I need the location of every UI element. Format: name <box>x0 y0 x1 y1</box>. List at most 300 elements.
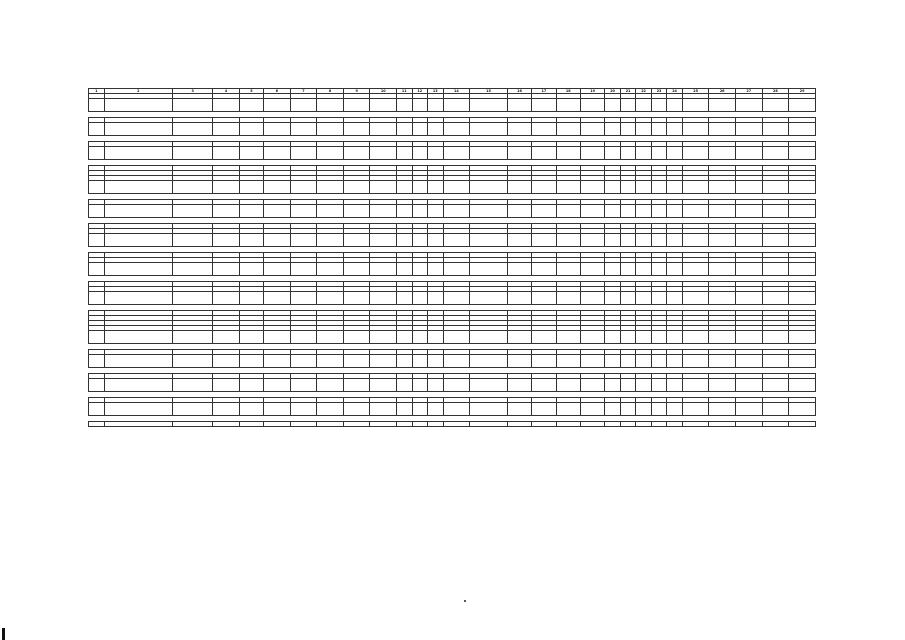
value-cell <box>317 355 344 368</box>
value-cell <box>370 292 397 305</box>
value-cell <box>343 355 370 368</box>
value-cell <box>89 263 105 276</box>
value-cell <box>682 123 709 136</box>
value-cell <box>264 331 291 344</box>
column-number: 10 <box>370 89 397 94</box>
value-cell <box>682 403 709 416</box>
value-cell <box>397 355 413 368</box>
value-cell <box>762 234 789 247</box>
municipal-total-row <box>89 147 816 160</box>
value-cell <box>317 292 344 305</box>
column-number: 28 <box>762 89 789 94</box>
value-cell <box>507 263 531 276</box>
value-cell <box>343 181 370 194</box>
value-cell <box>651 205 667 218</box>
value-cell <box>651 123 667 136</box>
column-number: 23 <box>651 89 667 94</box>
value-cell <box>636 99 652 112</box>
value-cell <box>317 379 344 392</box>
value-cell <box>532 205 556 218</box>
address-cell <box>104 99 173 112</box>
value-cell <box>89 422 105 427</box>
value-cell <box>173 422 213 427</box>
value-cell <box>239 147 263 160</box>
value-cell <box>343 205 370 218</box>
column-number: 24 <box>667 89 683 94</box>
value-cell <box>667 331 683 344</box>
value-cell <box>651 99 667 112</box>
address-cell <box>104 331 173 344</box>
value-cell <box>89 205 105 218</box>
value-cell <box>762 123 789 136</box>
value-cell <box>239 292 263 305</box>
value-cell <box>173 379 213 392</box>
value-cell <box>397 422 413 427</box>
value-cell <box>264 234 291 247</box>
value-cell <box>428 379 444 392</box>
value-cell <box>651 422 667 427</box>
value-cell <box>605 331 621 344</box>
value-cell <box>290 379 317 392</box>
value-cell <box>682 292 709 305</box>
registry-table-body <box>89 89 816 427</box>
value-cell <box>762 205 789 218</box>
value-cell <box>789 379 816 392</box>
value-cell <box>89 355 105 368</box>
value-cell <box>709 331 736 344</box>
value-cell <box>507 379 531 392</box>
value-cell <box>556 379 580 392</box>
value-cell <box>620 403 636 416</box>
value-cell <box>470 379 508 392</box>
value-cell <box>735 234 762 247</box>
value-cell <box>239 234 263 247</box>
value-cell <box>343 379 370 392</box>
column-number: 27 <box>735 89 762 94</box>
value-cell <box>709 147 736 160</box>
value-cell <box>397 263 413 276</box>
value-cell <box>636 331 652 344</box>
value-cell <box>290 263 317 276</box>
value-cell <box>428 123 444 136</box>
value-cell <box>620 123 636 136</box>
value-cell <box>605 355 621 368</box>
value-cell <box>89 234 105 247</box>
value-cell <box>709 234 736 247</box>
value-cell <box>667 263 683 276</box>
value-cell <box>239 403 263 416</box>
value-cell <box>470 99 508 112</box>
municipal-total-row <box>89 403 816 416</box>
value-cell <box>735 147 762 160</box>
column-number: 5 <box>239 89 263 94</box>
value-cell <box>264 205 291 218</box>
value-cell <box>667 181 683 194</box>
value-cell <box>789 263 816 276</box>
value-cell <box>290 181 317 194</box>
value-cell <box>343 99 370 112</box>
value-cell <box>507 331 531 344</box>
value-cell <box>213 181 240 194</box>
value-cell <box>556 422 580 427</box>
value-cell <box>443 403 470 416</box>
value-cell <box>213 147 240 160</box>
value-cell <box>412 355 428 368</box>
value-cell <box>370 355 397 368</box>
value-cell <box>605 234 621 247</box>
municipal-total-row <box>89 205 816 218</box>
value-cell <box>317 263 344 276</box>
value-cell <box>412 422 428 427</box>
value-cell <box>620 422 636 427</box>
value-cell <box>667 379 683 392</box>
value-cell <box>580 181 604 194</box>
value-cell <box>532 99 556 112</box>
column-number: 17 <box>532 89 556 94</box>
value-cell <box>290 147 317 160</box>
value-cell <box>428 355 444 368</box>
value-cell <box>443 263 470 276</box>
value-cell <box>412 99 428 112</box>
column-number: 3 <box>173 89 213 94</box>
value-cell <box>620 379 636 392</box>
value-cell <box>507 205 531 218</box>
value-cell <box>264 99 291 112</box>
municipal-total-row <box>89 99 816 112</box>
value-cell <box>428 292 444 305</box>
value-cell <box>89 147 105 160</box>
value-cell <box>682 147 709 160</box>
value-cell <box>470 205 508 218</box>
value-cell <box>735 379 762 392</box>
value-cell <box>370 403 397 416</box>
value-cell <box>370 422 397 427</box>
value-cell <box>556 355 580 368</box>
value-cell <box>412 123 428 136</box>
value-cell <box>580 379 604 392</box>
value-cell <box>89 123 105 136</box>
value-cell <box>343 331 370 344</box>
value-cell <box>443 422 470 427</box>
value-cell <box>428 263 444 276</box>
value-cell <box>762 263 789 276</box>
value-cell <box>470 234 508 247</box>
value-cell <box>428 422 444 427</box>
column-number: 15 <box>470 89 508 94</box>
value-cell <box>397 147 413 160</box>
value-cell <box>667 234 683 247</box>
value-cell <box>239 379 263 392</box>
value-cell <box>636 355 652 368</box>
value-cell <box>470 422 508 427</box>
value-cell <box>762 331 789 344</box>
column-number: 12 <box>412 89 428 94</box>
value-cell <box>789 234 816 247</box>
value-cell <box>264 292 291 305</box>
value-cell <box>735 181 762 194</box>
value-cell <box>636 181 652 194</box>
value-cell <box>709 379 736 392</box>
value-cell <box>605 403 621 416</box>
value-cell <box>290 123 317 136</box>
value-cell <box>370 234 397 247</box>
municipal-total-row <box>89 263 816 276</box>
value-cell <box>605 99 621 112</box>
column-number: 2 <box>104 89 173 94</box>
value-cell <box>470 263 508 276</box>
value-cell <box>507 123 531 136</box>
value-cell <box>580 403 604 416</box>
value-cell <box>620 355 636 368</box>
value-cell <box>580 331 604 344</box>
value-cell <box>532 123 556 136</box>
registry-table <box>88 88 816 427</box>
value-cell <box>636 292 652 305</box>
value-cell <box>651 403 667 416</box>
value-cell <box>173 181 213 194</box>
value-cell <box>580 263 604 276</box>
address-cell <box>104 123 173 136</box>
value-cell <box>239 181 263 194</box>
value-cell <box>239 355 263 368</box>
value-cell <box>397 379 413 392</box>
value-cell <box>412 331 428 344</box>
column-number: 9 <box>343 89 370 94</box>
value-cell <box>789 403 816 416</box>
value-cell <box>580 205 604 218</box>
value-cell <box>507 292 531 305</box>
value-cell <box>370 123 397 136</box>
value-cell <box>709 181 736 194</box>
value-cell <box>789 123 816 136</box>
value-cell <box>556 205 580 218</box>
municipal-total-row <box>89 181 816 194</box>
column-number: 22 <box>636 89 652 94</box>
value-cell <box>651 379 667 392</box>
value-cell <box>682 205 709 218</box>
value-cell <box>605 123 621 136</box>
value-cell <box>173 234 213 247</box>
value-cell <box>89 99 105 112</box>
value-cell <box>682 355 709 368</box>
value-cell <box>412 263 428 276</box>
registry-sheet <box>88 88 816 427</box>
value-cell <box>370 263 397 276</box>
column-number: 14 <box>443 89 470 94</box>
value-cell <box>667 147 683 160</box>
value-cell <box>605 147 621 160</box>
value-cell <box>636 263 652 276</box>
value-cell <box>605 205 621 218</box>
value-cell <box>343 263 370 276</box>
value-cell <box>789 292 816 305</box>
value-cell <box>507 147 531 160</box>
value-cell <box>213 292 240 305</box>
value-cell <box>343 422 370 427</box>
value-cell <box>343 147 370 160</box>
value-cell <box>789 331 816 344</box>
address-cell <box>104 147 173 160</box>
value-cell <box>762 99 789 112</box>
value-cell <box>735 292 762 305</box>
value-cell <box>667 355 683 368</box>
value-cell <box>239 123 263 136</box>
value-cell <box>667 422 683 427</box>
value-cell <box>620 292 636 305</box>
value-cell <box>470 355 508 368</box>
value-cell <box>443 147 470 160</box>
value-cell <box>532 403 556 416</box>
value-cell <box>682 422 709 427</box>
value-cell <box>397 331 413 344</box>
value-cell <box>443 234 470 247</box>
value-cell <box>89 292 105 305</box>
value-cell <box>370 99 397 112</box>
address-cell <box>104 181 173 194</box>
value-cell <box>789 181 816 194</box>
value-cell <box>317 403 344 416</box>
value-cell <box>239 331 263 344</box>
value-cell <box>343 292 370 305</box>
address-cell <box>104 234 173 247</box>
value-cell <box>580 123 604 136</box>
column-number: 19 <box>580 89 604 94</box>
value-cell <box>620 331 636 344</box>
value-cell <box>290 355 317 368</box>
value-cell <box>443 292 470 305</box>
value-cell <box>620 205 636 218</box>
value-cell <box>532 355 556 368</box>
value-cell <box>507 422 531 427</box>
value-cell <box>397 205 413 218</box>
value-cell <box>290 403 317 416</box>
value-cell <box>412 147 428 160</box>
value-cell <box>709 263 736 276</box>
value-cell <box>636 205 652 218</box>
value-cell <box>709 403 736 416</box>
value-cell <box>620 99 636 112</box>
address-cell <box>104 205 173 218</box>
value-cell <box>605 181 621 194</box>
value-cell <box>397 403 413 416</box>
value-cell <box>470 403 508 416</box>
value-cell <box>532 234 556 247</box>
value-cell <box>317 422 344 427</box>
value-cell <box>682 263 709 276</box>
value-cell <box>735 99 762 112</box>
value-cell <box>239 422 263 427</box>
column-number: 18 <box>556 89 580 94</box>
value-cell <box>89 181 105 194</box>
address-cell <box>104 422 173 427</box>
value-cell <box>264 147 291 160</box>
column-number: 7 <box>290 89 317 94</box>
value-cell <box>709 99 736 112</box>
value-cell <box>667 403 683 416</box>
column-number: 21 <box>620 89 636 94</box>
value-cell <box>428 234 444 247</box>
value-cell <box>507 99 531 112</box>
value-cell <box>239 205 263 218</box>
value-cell <box>470 331 508 344</box>
municipal-total-row <box>89 292 816 305</box>
value-cell <box>651 355 667 368</box>
value-cell <box>762 147 789 160</box>
value-cell <box>556 147 580 160</box>
value-cell <box>317 99 344 112</box>
value-cell <box>428 181 444 194</box>
value-cell <box>213 355 240 368</box>
value-cell <box>173 205 213 218</box>
value-cell <box>762 292 789 305</box>
value-cell <box>89 331 105 344</box>
value-cell <box>470 181 508 194</box>
value-cell <box>762 181 789 194</box>
column-number: 25 <box>682 89 709 94</box>
municipal-total-row <box>89 355 816 368</box>
value-cell <box>532 379 556 392</box>
value-cell <box>507 181 531 194</box>
value-cell <box>370 331 397 344</box>
value-cell <box>532 331 556 344</box>
value-cell <box>213 123 240 136</box>
value-cell <box>397 123 413 136</box>
value-cell <box>470 147 508 160</box>
value-cell <box>428 331 444 344</box>
value-cell <box>89 403 105 416</box>
value-cell <box>173 292 213 305</box>
value-cell <box>290 292 317 305</box>
value-cell <box>443 355 470 368</box>
value-cell <box>532 292 556 305</box>
value-cell <box>556 181 580 194</box>
value-cell <box>213 422 240 427</box>
value-cell <box>556 234 580 247</box>
value-cell <box>682 234 709 247</box>
value-cell <box>397 234 413 247</box>
column-number: 26 <box>709 89 736 94</box>
value-cell <box>735 355 762 368</box>
value-cell <box>428 147 444 160</box>
value-cell <box>735 123 762 136</box>
value-cell <box>264 355 291 368</box>
value-cell <box>620 181 636 194</box>
value-cell <box>264 263 291 276</box>
value-cell <box>173 123 213 136</box>
value-cell <box>709 123 736 136</box>
value-cell <box>412 181 428 194</box>
value-cell <box>762 379 789 392</box>
value-cell <box>735 205 762 218</box>
value-cell <box>89 379 105 392</box>
value-cell <box>789 205 816 218</box>
value-cell <box>789 99 816 112</box>
value-cell <box>636 147 652 160</box>
value-cell <box>789 355 816 368</box>
column-number: 8 <box>317 89 344 94</box>
value-cell <box>173 263 213 276</box>
value-cell <box>213 99 240 112</box>
value-cell <box>443 123 470 136</box>
value-cell <box>580 147 604 160</box>
value-cell <box>556 123 580 136</box>
value-cell <box>556 99 580 112</box>
value-cell <box>532 147 556 160</box>
column-number: 20 <box>605 89 621 94</box>
value-cell <box>343 403 370 416</box>
value-cell <box>428 403 444 416</box>
value-cell <box>264 379 291 392</box>
